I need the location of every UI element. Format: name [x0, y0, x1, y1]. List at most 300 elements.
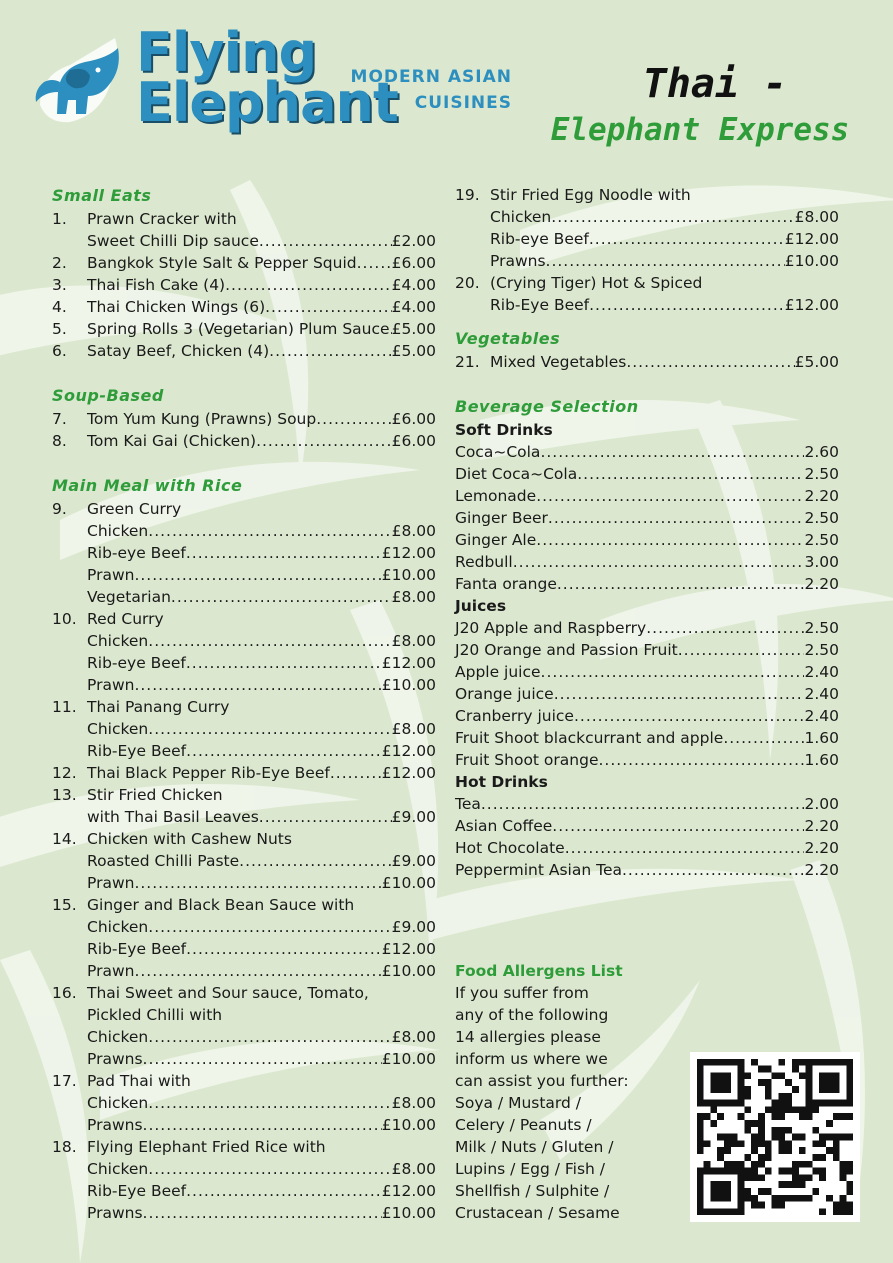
item-number: 15. [52, 896, 77, 914]
item-price: 2.50 [804, 465, 839, 483]
menu-item [52, 608, 436, 630]
menu-item [455, 206, 839, 228]
menu-item [52, 652, 436, 674]
item-number: 16. [52, 984, 77, 1002]
dot-leader [357, 252, 392, 274]
item-name: Rib-eye Beef [490, 230, 589, 248]
item-name: Prawns [87, 1204, 143, 1222]
menu-title: Thai - [642, 61, 788, 107]
item-indent [52, 564, 87, 586]
qr-code-icon[interactable] [690, 1052, 860, 1222]
dot-leader [536, 485, 804, 507]
item-name: Red Curry [87, 610, 164, 628]
item-price: £6.00 [391, 432, 436, 450]
beverage-row [455, 485, 839, 507]
item-price: £8.00 [391, 632, 436, 650]
section-heading: Main Meal with Rice [52, 476, 243, 495]
item-price: £8.00 [391, 1160, 436, 1178]
item-name: Tom Yum Kung (Prawns) Soup [87, 410, 317, 428]
item-indent [52, 674, 87, 696]
beverage-subheading: Soft Drinks [455, 421, 553, 439]
item-name: Green Curry [87, 500, 182, 518]
item-number: 3. [52, 276, 67, 294]
beverage-row [455, 859, 839, 881]
item-name: Thai Black Pepper Rib-Eye Beef [87, 764, 330, 782]
item-name: Prawn [87, 566, 135, 584]
item-indent [52, 586, 87, 608]
menu-item [455, 184, 839, 206]
item-name: Tea [455, 795, 481, 813]
item-indent [52, 872, 87, 894]
dot-leader [723, 727, 804, 749]
menu-item [52, 1004, 436, 1026]
item-number: 8. [52, 432, 67, 450]
allergen-line: 14 allergies please [455, 1028, 601, 1046]
item-name: Cranberry juice [455, 707, 574, 725]
beverage-row [455, 529, 839, 551]
beverage-row [455, 463, 839, 485]
brand-line-1: Flying [136, 21, 317, 84]
spacer [455, 373, 839, 395]
item-indent [52, 1114, 87, 1136]
item-name: Ginger Ale [455, 531, 537, 549]
item-price: 2.20 [804, 817, 839, 835]
beverage-row [455, 815, 839, 837]
item-name: Vegetarian [87, 588, 171, 606]
dot-leader [186, 542, 382, 564]
menu-item [52, 1048, 436, 1070]
item-name: with Thai Basil Leaves [87, 808, 259, 826]
beverage-row [455, 837, 839, 859]
menu-item [52, 1092, 436, 1114]
menu-item [52, 740, 436, 762]
allergen-line: can assist you further: [455, 1072, 629, 1090]
menu-item [52, 1070, 436, 1092]
item-name: Prawn Cracker with [87, 210, 237, 228]
beverage-row [455, 661, 839, 683]
allergen-line: inform us where we [455, 1050, 608, 1068]
menu-item [455, 272, 839, 294]
dot-leader [565, 837, 805, 859]
menu-item [52, 318, 436, 340]
item-price: £12.00 [381, 544, 436, 562]
allergen-line: Soya / Mustard / [455, 1094, 582, 1112]
item-price: 3.00 [804, 553, 839, 571]
item-name: Thai Panang Curry [87, 698, 230, 716]
item-number: 14. [52, 830, 77, 848]
item-price: £5.00 [391, 320, 436, 338]
item-price: £9.00 [391, 918, 436, 936]
item-indent [455, 294, 490, 316]
dot-leader [186, 652, 382, 674]
item-number: 5. [52, 320, 67, 338]
item-price: £10.00 [381, 1116, 436, 1134]
item-number: 2. [52, 254, 67, 272]
dot-leader [626, 351, 794, 373]
item-name: Chicken [87, 918, 149, 936]
menu-column-left [52, 184, 436, 1224]
item-name: Coca~Cola [455, 443, 541, 461]
item-price: £12.00 [381, 764, 436, 782]
item-price: £9.00 [391, 852, 436, 870]
item-indent [52, 1202, 87, 1224]
dot-leader [646, 617, 804, 639]
item-price: £8.00 [391, 522, 436, 540]
beverage-row [455, 507, 839, 529]
section-heading: Beverage Selection [455, 397, 639, 416]
tagline-line-2: CUISINES [414, 93, 512, 113]
beverage-subheading: Hot Drinks [455, 773, 548, 791]
item-name: Satay Beef, Chicken (4) [87, 342, 270, 360]
menu-item [52, 340, 436, 362]
dot-leader [481, 793, 805, 815]
item-name: Apple juice [455, 663, 541, 681]
menu-item [52, 252, 436, 274]
dot-leader [148, 718, 391, 740]
dot-leader [541, 661, 805, 683]
item-price: £12.00 [381, 654, 436, 672]
dot-leader [316, 408, 391, 430]
menu-item [52, 408, 436, 430]
dot-leader [548, 507, 805, 529]
menu-item [52, 894, 436, 916]
item-price: 2.40 [804, 707, 839, 725]
item-name: Redbull [455, 553, 513, 571]
section-heading: Soup-Based [52, 386, 164, 405]
item-price: 2.40 [804, 685, 839, 703]
item-name: Chicken [87, 720, 149, 738]
menu-item [52, 230, 436, 252]
item-number: 13. [52, 786, 77, 804]
allergen-title: Food Allergens List [455, 962, 623, 980]
beverage-row [455, 551, 839, 573]
dot-leader [540, 441, 804, 463]
item-name: Fanta orange [455, 575, 557, 593]
menu-item [52, 982, 436, 1004]
item-price: £5.00 [794, 353, 839, 371]
item-name: Chicken [87, 522, 149, 540]
menu-item [52, 850, 436, 872]
menu-item [52, 872, 436, 894]
item-name: Mixed Vegetables [490, 353, 627, 371]
item-name: Stir Fried Chicken [87, 786, 223, 804]
beverage-row [455, 727, 839, 749]
beverage-row [455, 683, 839, 705]
dot-leader [678, 639, 805, 661]
item-name: Diet Coca~Cola [455, 465, 578, 483]
item-name: Thai Sweet and Sour sauce, Tomato, [87, 984, 369, 1002]
item-price: 1.60 [804, 729, 839, 747]
dot-leader [598, 749, 804, 771]
item-name: Roasted Chilli Paste [87, 852, 240, 870]
item-price: £12.00 [381, 1182, 436, 1200]
item-price: 2.50 [804, 531, 839, 549]
allergen-line: If you suffer from [455, 984, 589, 1002]
dot-leader [143, 1202, 382, 1224]
dot-leader [552, 815, 804, 837]
menu-item [455, 228, 839, 250]
item-indent [52, 1092, 87, 1114]
item-name: Prawns [87, 1050, 143, 1068]
menu-item [52, 564, 436, 586]
item-price: 2.00 [804, 795, 839, 813]
item-price: £8.00 [391, 588, 436, 606]
item-name: (Crying Tiger) Hot & Spiced [490, 274, 703, 292]
item-price: 2.50 [804, 619, 839, 637]
item-price: £12.00 [381, 742, 436, 760]
item-number: 11. [52, 698, 77, 716]
dot-leader [589, 294, 785, 316]
item-indent [52, 630, 87, 652]
item-indent [52, 960, 87, 982]
menu-item [455, 250, 839, 272]
item-name: Peppermint Asian Tea [455, 861, 622, 879]
item-indent [52, 1048, 87, 1070]
menu-item [52, 1202, 436, 1224]
menu-item [52, 1136, 436, 1158]
item-name: Prawns [87, 1116, 143, 1134]
menu-subtitle: Elephant Express [550, 112, 850, 148]
dot-leader [148, 1026, 391, 1048]
dot-leader [148, 1092, 391, 1114]
beverage-row [455, 639, 839, 661]
item-indent [52, 652, 87, 674]
item-name: Chicken [87, 632, 149, 650]
elephant-logo-icon [30, 30, 130, 130]
dot-leader [589, 228, 785, 250]
item-name: Chicken [87, 1094, 149, 1112]
item-name: Chicken [490, 208, 552, 226]
item-name: Tom Kai Gai (Chicken) [87, 432, 257, 450]
item-price: 2.20 [804, 861, 839, 879]
item-price: £8.00 [391, 1094, 436, 1112]
item-name: Rib-Eye Beef [490, 296, 590, 314]
item-name: Rib-Eye Beef [87, 940, 187, 958]
item-name: Thai Chicken Wings (6) [87, 298, 266, 316]
menu-item [52, 696, 436, 718]
item-number: 12. [52, 764, 77, 782]
allergen-text [455, 982, 675, 1224]
item-price: £8.00 [794, 208, 839, 226]
item-name: Chicken with Cashew Nuts [87, 830, 292, 848]
menu-item [52, 1180, 436, 1202]
item-price: 2.40 [804, 663, 839, 681]
menu-item [52, 542, 436, 564]
item-price: £10.00 [381, 1204, 436, 1222]
menu-item [52, 430, 436, 452]
item-number: 1. [52, 210, 67, 228]
menu-item [52, 674, 436, 696]
item-name: Bangkok Style Salt & Pepper Squid [87, 254, 357, 272]
spacer [52, 452, 436, 474]
item-price: £10.00 [381, 1050, 436, 1068]
item-name: Chicken [87, 1160, 149, 1178]
dot-leader [577, 463, 804, 485]
dot-leader [574, 705, 805, 727]
menu-item [52, 784, 436, 806]
beverage-subheading: Juices [455, 597, 507, 615]
item-number: 21. [455, 353, 480, 371]
item-name: Rib-Eye Beef [87, 742, 187, 760]
item-price: £8.00 [391, 1028, 436, 1046]
dot-leader [546, 250, 785, 272]
dot-leader [143, 1048, 382, 1070]
item-indent [52, 718, 87, 740]
menu-item [52, 762, 436, 784]
item-name: Fruit Shoot orange [455, 751, 599, 769]
item-number: 17. [52, 1072, 77, 1090]
allergen-box [455, 960, 675, 1224]
dot-leader [551, 206, 794, 228]
item-name: J20 Orange and Passion Fruit [455, 641, 678, 659]
item-price: £8.00 [391, 720, 436, 738]
item-name: Rib-eye Beef [87, 654, 186, 672]
item-name: Asian Coffee [455, 817, 553, 835]
item-number: 6. [52, 342, 67, 360]
menu-item [52, 296, 436, 318]
item-name: Thai Fish Cake (4) [87, 276, 226, 294]
item-number: 10. [52, 610, 77, 628]
dot-leader [134, 960, 381, 982]
menu-item [52, 498, 436, 520]
item-name: Ginger and Black Bean Sauce with [87, 896, 355, 914]
menu-column-right [455, 184, 839, 881]
dot-leader [330, 762, 382, 784]
item-price: £12.00 [381, 940, 436, 958]
item-name: Fruit Shoot blackcurrant and apple [455, 729, 724, 747]
item-price: £5.00 [391, 342, 436, 360]
item-indent [52, 740, 87, 762]
item-name: Prawn [87, 874, 135, 892]
allergen-line: Crustacean / Sesame [455, 1204, 620, 1222]
item-number: 20. [455, 274, 480, 292]
dot-leader [186, 740, 382, 762]
item-price: £6.00 [391, 254, 436, 272]
item-price: £10.00 [784, 252, 839, 270]
item-price: 2.20 [804, 575, 839, 593]
item-price: 2.60 [804, 443, 839, 461]
item-indent [52, 938, 87, 960]
menu-item [52, 1158, 436, 1180]
item-price: £4.00 [391, 298, 436, 316]
brand-line-2: Elephant [136, 71, 398, 134]
dot-leader [239, 850, 391, 872]
item-name: Flying Elephant Fried Rice with [87, 1138, 326, 1156]
menu-item [52, 916, 436, 938]
menu-item [52, 806, 436, 828]
item-price: £10.00 [381, 676, 436, 694]
dot-leader [134, 564, 381, 586]
item-indent [455, 206, 490, 228]
item-indent [52, 542, 87, 564]
beverage-row [455, 617, 839, 639]
dot-leader [143, 1114, 382, 1136]
tagline-line-1: MODERN ASIAN [350, 67, 512, 87]
item-price: £12.00 [784, 296, 839, 314]
menu-item [52, 938, 436, 960]
dot-leader [265, 296, 392, 318]
dot-leader [148, 1158, 391, 1180]
tagline [326, 64, 512, 116]
dot-leader [134, 674, 381, 696]
item-indent [52, 806, 87, 828]
item-price: £12.00 [784, 230, 839, 248]
item-price: £10.00 [381, 566, 436, 584]
dot-leader [148, 520, 391, 542]
menu-item [455, 294, 839, 316]
beverage-row [455, 573, 839, 595]
allergen-line: Milk / Nuts / Gluten / [455, 1138, 614, 1156]
item-price: 2.20 [804, 487, 839, 505]
item-indent [52, 1158, 87, 1180]
dot-leader [148, 916, 391, 938]
item-price: 2.20 [804, 839, 839, 857]
item-name: Rib-eye Beef [87, 544, 186, 562]
dot-leader [622, 859, 805, 881]
item-price: £10.00 [381, 962, 436, 980]
dot-leader [513, 551, 805, 573]
item-number: 7. [52, 410, 67, 428]
dot-leader [171, 586, 392, 608]
item-price: 2.50 [804, 641, 839, 659]
dot-leader [554, 683, 805, 705]
item-name: Hot Chocolate [455, 839, 565, 857]
item-price: £4.00 [391, 276, 436, 294]
menu-item [52, 520, 436, 542]
item-price: £6.00 [391, 410, 436, 428]
allergen-line: any of the following [455, 1006, 609, 1024]
item-name: Stir Fried Egg Noodle with [490, 186, 691, 204]
item-price: £2.00 [391, 232, 436, 250]
beverage-row [455, 705, 839, 727]
section-heading: Vegetables [455, 329, 561, 348]
allergen-line: Celery / Peanuts / [455, 1116, 592, 1134]
item-indent [455, 250, 490, 272]
item-indent [52, 1026, 87, 1048]
item-number: 18. [52, 1138, 77, 1156]
item-name: Ginger Beer [455, 509, 548, 527]
item-name: Prawns [490, 252, 546, 270]
item-indent [52, 520, 87, 542]
dot-leader [557, 573, 805, 595]
item-name: Prawn [87, 676, 135, 694]
item-name: Prawn [87, 962, 135, 980]
beverage-row [455, 749, 839, 771]
beverage-row [455, 441, 839, 463]
item-name: Pickled Chilli with [87, 1006, 223, 1024]
menu-item [52, 718, 436, 740]
dot-leader [148, 630, 391, 652]
item-number: 9. [52, 500, 67, 518]
dot-leader [269, 340, 391, 362]
item-indent [52, 230, 87, 252]
beverage-row [455, 793, 839, 815]
allergen-line: Lupins / Egg / Fish / [455, 1160, 605, 1178]
item-name: Lemonade [455, 487, 537, 505]
menu-item [52, 960, 436, 982]
item-name: Rib-Eye Beef [87, 1182, 187, 1200]
item-name: Sweet Chilli Dip sauce [87, 232, 259, 250]
menu-item [52, 630, 436, 652]
item-price: £10.00 [381, 874, 436, 892]
spacer [455, 316, 839, 327]
item-name: Pad Thai with [87, 1072, 191, 1090]
dot-leader [259, 806, 392, 828]
item-price: 2.50 [804, 509, 839, 527]
item-name: Spring Rolls 3 (Vegetarian) Plum Sauce [87, 320, 390, 338]
dot-leader [134, 872, 381, 894]
menu-item [52, 828, 436, 850]
